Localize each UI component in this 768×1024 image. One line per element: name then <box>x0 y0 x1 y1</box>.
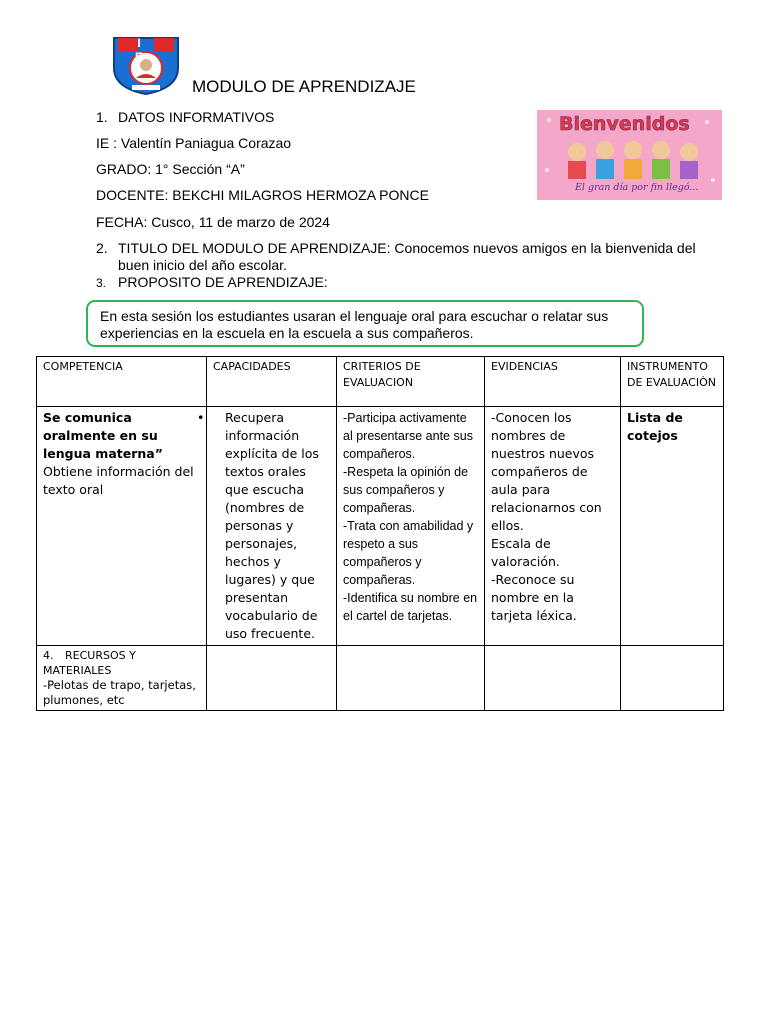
section-3-label: PROPOSITO DE APRENDIZAJE: <box>118 274 328 290</box>
section-3-number: 3. <box>96 276 107 290</box>
recursos-number: 4. <box>43 649 54 662</box>
banner-caption: El gran día por fin llegó... <box>575 182 699 193</box>
section-2-heading <box>96 240 696 256</box>
recursos-label: RECURSOS Y MATERIALES <box>43 649 136 677</box>
section-2-number: 2. <box>96 240 108 256</box>
table-row-resources <box>37 646 724 711</box>
header-evidencias: EVIDENCIAS <box>485 357 621 407</box>
instrumento-text: Lista de cotejos <box>627 410 683 443</box>
welcome-banner <box>537 110 722 200</box>
recursos-cell <box>37 646 207 711</box>
instrumento-cell <box>621 407 724 646</box>
empty-cell <box>337 646 485 711</box>
fecha-line: FECHA: Cusco, 11 de marzo de 2024 <box>96 214 330 230</box>
criterios-text: -Participa activamente al presentarse ante sus compañeros. -Respeta la opinión de sus compañeros y compañeras. -Trata con amabilidad y respeto a sus compañeros y compañeras. -Identifica su nombre en el cartel de tarjetas. <box>343 411 478 623</box>
ie-line: IE : Valentín Paniagua Corazao <box>96 135 292 151</box>
header-criterios: CRITERIOS DE EVALUACION <box>337 357 485 407</box>
section-1-heading <box>96 109 274 125</box>
competencia-title: Se comunica oralmente en su lengua materna” <box>43 410 163 461</box>
capacidades-cell <box>197 407 337 646</box>
header-competencia: COMPETENCIA <box>37 357 207 407</box>
logo-text: I E <box>134 36 157 64</box>
grado-line: GRADO: 1° Sección “A” <box>96 161 245 177</box>
table-row <box>37 407 724 646</box>
school-logo <box>110 34 182 96</box>
section-2-continuation: buen inicio del año escolar. <box>118 257 287 273</box>
competencia-cell <box>37 407 207 646</box>
bullet-icon: • <box>197 410 205 425</box>
page-title: MODULO DE APRENDIZAJE <box>192 77 416 96</box>
table-header-row <box>37 357 724 407</box>
empty-cell <box>621 646 724 711</box>
recursos-heading <box>43 648 200 678</box>
section-3-heading <box>96 274 328 290</box>
section-1-label: DATOS INFORMATIVOS <box>118 109 275 125</box>
section-1-number: 1. <box>96 109 108 125</box>
header-instrumento: INSTRUMENTO DE EVALUACIÒN <box>621 357 724 407</box>
criterios-cell <box>337 407 485 646</box>
empty-cell <box>207 646 337 711</box>
section-2-label: TITULO DEL MODULO DE APRENDIZAJE: Conocemos nuevos amigos en la bienvenida del <box>118 240 696 256</box>
banner-title: Bienvenidos <box>559 113 690 135</box>
header-capacidades: CAPACIDADES <box>207 357 337 407</box>
recursos-text: -Pelotas de trapo, tarjetas, plumones, etc <box>43 678 196 707</box>
capacidades-text: Recupera información explícita de los textos orales que escucha (nombres de personas y personajes, hechos y lugares) y que presentan vocabulario de uso frecuente. <box>225 410 319 641</box>
evidencias-cell <box>485 407 621 646</box>
purpose-text: En esta sesión los estudiantes usaran el lenguaje oral para escuchar o relatar sus experiencias en la escuela en la escuela a sus compañeros. <box>100 308 609 341</box>
learning-table <box>36 356 724 711</box>
empty-cell <box>485 646 621 711</box>
competencia-text: Obtiene información del texto oral <box>43 464 194 497</box>
docente-line: DOCENTE: BEKCHI MILAGROS HERMOZA PONCE <box>96 187 429 203</box>
evidencias-text: -Conocen los nombres de nuestros nuevos compañeros de aula para relacionarnos con ellos. Escala de valoración. -Reconoce su nombre en la tarjeta léxica. <box>491 410 602 623</box>
purpose-box <box>86 300 644 347</box>
